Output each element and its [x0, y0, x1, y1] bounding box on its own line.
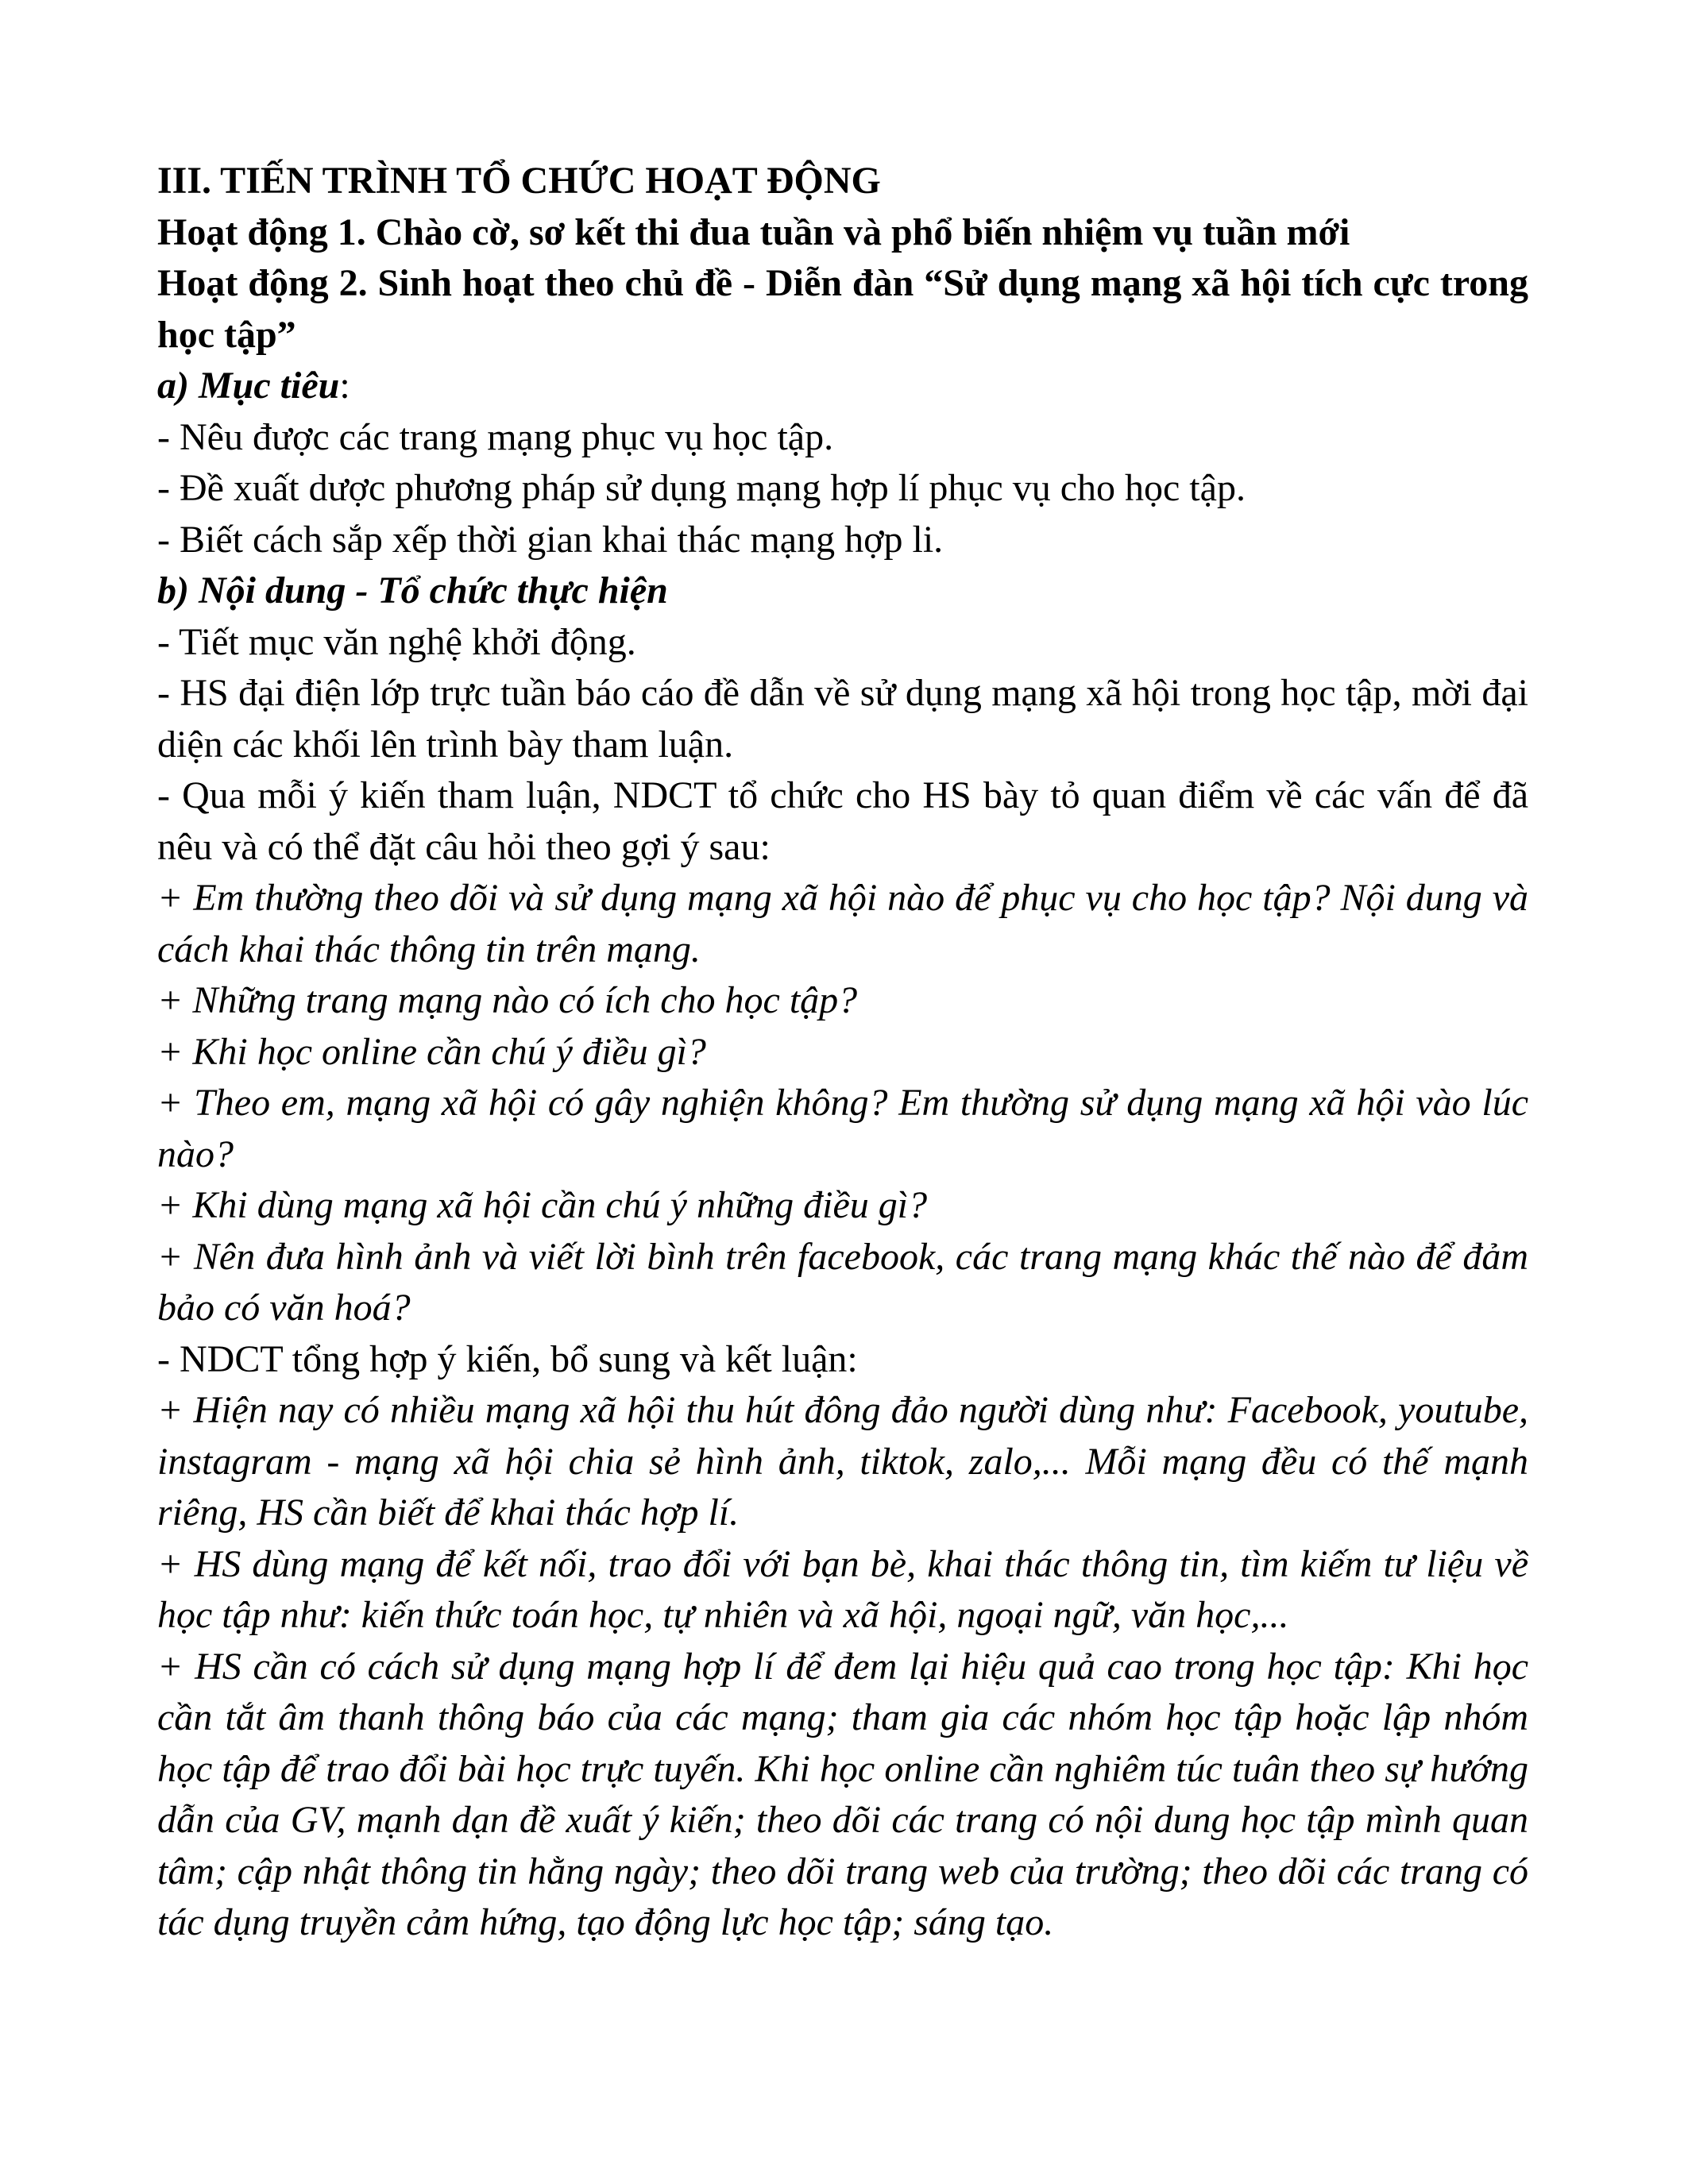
- objective-item: - Đề xuất dược phương pháp sử dụng mạng hợp lí phục vụ cho học tập.: [157, 467, 1246, 509]
- question-item: + Theo em, mạng xã hội có gây nghiện không? Em thường sử dụng mạng xã hội vào lúc nào?: [157, 1082, 1528, 1175]
- document-page: [157, 156, 1528, 1949]
- conclusion-item: + HS cần có cách sử dụng mạng hợp lí để đem lại hiệu quả cao trong học tập: Khi học cần tắt âm thanh thông báo của các mạng; tham gia các nhóm học tập hoặc lập nhóm học tập để trao đổi bài học trực tuyến. Khi học online cần nghiêm túc tuân theo sự hướng dẫn của GV, mạnh dạn đề xuất ý kiến; theo dõi các trang có nội dung học tập mình quan tâm; cập nhật thông tin hằng ngày; theo dõi trang web của trường; theo dõi các trang có tác dụng truyền cảm hứng, tạo động lực học tập; sáng tạo.: [157, 1645, 1528, 1943]
- objectives-label: a) Mục tiêu: [157, 365, 340, 407]
- summary-intro: - NDCT tổng hợp ý kiến, bổ sung và kết luận:: [157, 1337, 858, 1380]
- activity-1-heading: Hoạt động 1. Chào cờ, sơ kết thi đua tuần và phổ biến nhiệm vụ tuần mới: [157, 210, 1350, 253]
- step-item: - Qua mỗi ý kiến tham luận, NDCT tổ chức cho HS bày tỏ quan điểm về các vấn để đã nêu và có thể đặt câu hỏi theo gợi ý sau:: [157, 774, 1528, 868]
- objectives-heading: [157, 361, 1528, 412]
- step-item: - HS đại điện lớp trực tuần báo cáo đề dẫn về sử dụng mạng xã hội trong học tập, mời đại diện các khối lên trình bày tham luận.: [157, 672, 1528, 766]
- step-item: - Tiết mục văn nghệ khởi động.: [157, 620, 636, 663]
- question-item: + Những trang mạng nào có ích cho học tập?: [157, 979, 858, 1021]
- question-item: + Em thường theo dõi và sử dụng mạng xã hội nào để phục vụ cho học tập? Nội dung và cách khai thác thông tin trên mạng.: [157, 877, 1528, 970]
- objectives-colon: :: [339, 365, 350, 407]
- question-item: + Khi dùng mạng xã hội cần chú ý những điều gì?: [157, 1184, 928, 1226]
- objective-item: - Biết cách sắp xếp thời gian khai thác mạng hợp li.: [157, 518, 944, 561]
- conclusion-item: + HS dùng mạng để kết nối, trao đổi với bạn bè, khai thác thông tin, tìm kiếm tư liệu về học tập như: kiến thức toán học, tự nhiên và xã hội, ngoại ngữ, văn học,...: [157, 1542, 1528, 1636]
- conclusion-item: + Hiện nay có nhiều mạng xã hội thu hút đông đảo người dùng như: Facebook, youtube, instagram - mạng xã hội chia sẻ hình ảnh, tiktok, zalo,... Mỗi mạng đều có thế mạnh riêng, HS cần biết để khai thác hợp lí.: [157, 1389, 1528, 1534]
- content-heading: b) Nội dung - Tổ chức thực hiện: [157, 569, 668, 612]
- activity-2-heading: Hoạt động 2. Sinh hoạt theo chủ đề - Diễn đàn “Sử dụng mạng xã hội tích cực trong học tập”: [157, 262, 1528, 356]
- question-item: + Nên đưa hình ảnh và viết lời bình trên facebook, các trang mạng khác thế nào để đảm bảo có văn hoá?: [157, 1235, 1528, 1329]
- objective-item: - Nêu được các trang mạng phục vụ học tập.: [157, 415, 834, 458]
- question-item: + Khi học online cần chú ý điều gì?: [157, 1030, 706, 1073]
- section-heading: III. TIẾN TRÌNH TỔ CHỨC HOẠT ĐỘNG: [157, 160, 881, 202]
